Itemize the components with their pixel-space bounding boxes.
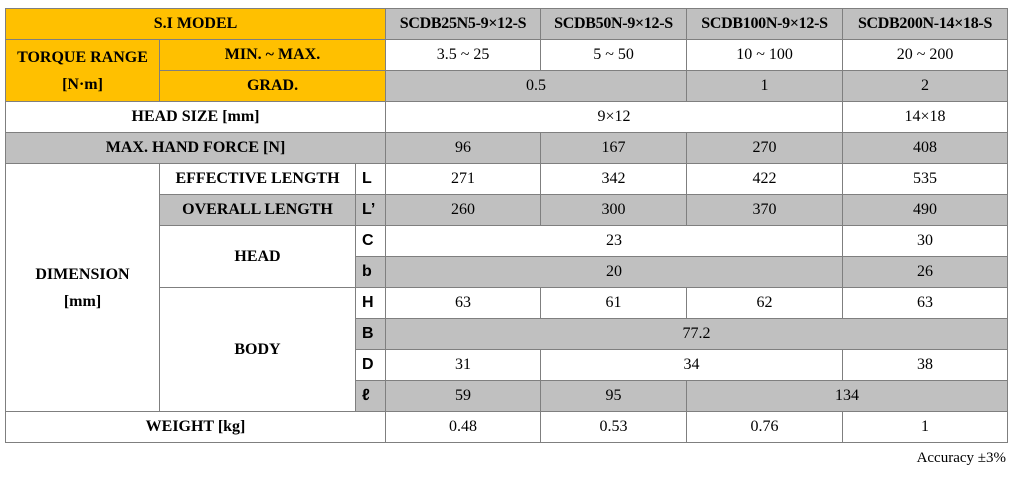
max-hand-force-value: 96	[386, 133, 541, 164]
grad-value: 2	[843, 71, 1008, 102]
max-hand-force-value: 408	[843, 133, 1008, 164]
head-b-value: 20	[386, 257, 843, 288]
effective-length-symbol: L	[356, 164, 386, 195]
body-h-value: 62	[687, 288, 843, 319]
min-max-value: 20 ~ 200	[843, 40, 1008, 71]
dimension-label	[6, 164, 160, 412]
body-h-value: 61	[541, 288, 687, 319]
torque-range-label-line2: [N·m]	[62, 75, 103, 93]
grad-value: 0.5	[386, 71, 687, 102]
model-header-row	[6, 9, 1008, 40]
weight-label: WEIGHT [kg]	[6, 412, 386, 443]
body-h-symbol: H	[356, 288, 386, 319]
body-l-value: 59	[386, 381, 541, 412]
overall-length-value: 300	[541, 195, 687, 226]
body-b-value: 77.2	[386, 319, 1008, 350]
model-name: SCDB100N-9×12-S	[687, 9, 843, 40]
body-b-symbol: B	[356, 319, 386, 350]
max-hand-force-value: 167	[541, 133, 687, 164]
body-d-value: 34	[541, 350, 843, 381]
body-d-symbol: D	[356, 350, 386, 381]
model-label: S.I MODEL	[6, 9, 386, 40]
accuracy-note: Accuracy ±3%	[916, 450, 1006, 466]
max-hand-force-row	[6, 133, 1008, 164]
effective-length-value: 271	[386, 164, 541, 195]
overall-length-value: 260	[386, 195, 541, 226]
head-b-symbol: b	[356, 257, 386, 288]
head-size-value: 9×12	[386, 102, 843, 133]
body-h-value: 63	[843, 288, 1008, 319]
head-b-value: 26	[843, 257, 1008, 288]
head-size-row	[6, 102, 1008, 133]
overall-length-symbol: L’	[356, 195, 386, 226]
body-d-value: 31	[386, 350, 541, 381]
grad-label: GRAD.	[160, 71, 386, 102]
min-max-label: MIN. ~ MAX.	[160, 40, 386, 71]
effective-length-value: 422	[687, 164, 843, 195]
head-c-symbol: C	[356, 226, 386, 257]
torque-minmax-row	[6, 40, 1008, 71]
model-name: SCDB50N-9×12-S	[541, 9, 687, 40]
weight-value: 0.48	[386, 412, 541, 443]
effective-length-value: 535	[843, 164, 1008, 195]
weight-value: 0.53	[541, 412, 687, 443]
overall-length-label: OVERALL LENGTH	[160, 195, 356, 226]
min-max-value: 5 ~ 50	[541, 40, 687, 71]
body-l-symbol: ℓ	[356, 381, 386, 412]
head-c-value: 23	[386, 226, 843, 257]
body-d-value: 38	[843, 350, 1008, 381]
head-size-label: HEAD SIZE [mm]	[6, 102, 386, 133]
overall-length-value: 370	[687, 195, 843, 226]
torque-range-label	[6, 40, 160, 102]
effective-length-value: 342	[541, 164, 687, 195]
head-c-value: 30	[843, 226, 1008, 257]
head-label: HEAD	[160, 226, 356, 288]
min-max-value: 3.5 ~ 25	[386, 40, 541, 71]
body-l-value: 95	[541, 381, 687, 412]
weight-value: 0.76	[687, 412, 843, 443]
body-h-value: 63	[386, 288, 541, 319]
body-label: BODY	[160, 288, 356, 412]
min-max-value: 10 ~ 100	[687, 40, 843, 71]
dimension-label-line2: [mm]	[63, 292, 102, 310]
effective-length-row	[6, 164, 1008, 195]
model-name: SCDB25N5-9×12-S	[386, 9, 541, 40]
spec-table	[5, 8, 1008, 443]
weight-row	[6, 412, 1008, 443]
body-l-value: 134	[687, 381, 1008, 412]
dimension-label-line1: DIMENSION	[35, 265, 130, 283]
max-hand-force-label: MAX. HAND FORCE [N]	[6, 133, 386, 164]
head-size-value: 14×18	[843, 102, 1008, 133]
overall-length-value: 490	[843, 195, 1008, 226]
torque-range-label-line1: TORQUE RANGE	[17, 48, 148, 66]
effective-length-label: EFFECTIVE LENGTH	[160, 164, 356, 195]
weight-value: 1	[843, 412, 1008, 443]
max-hand-force-value: 270	[687, 133, 843, 164]
grad-value: 1	[687, 71, 843, 102]
model-name: SCDB200N-14×18-S	[843, 9, 1008, 40]
